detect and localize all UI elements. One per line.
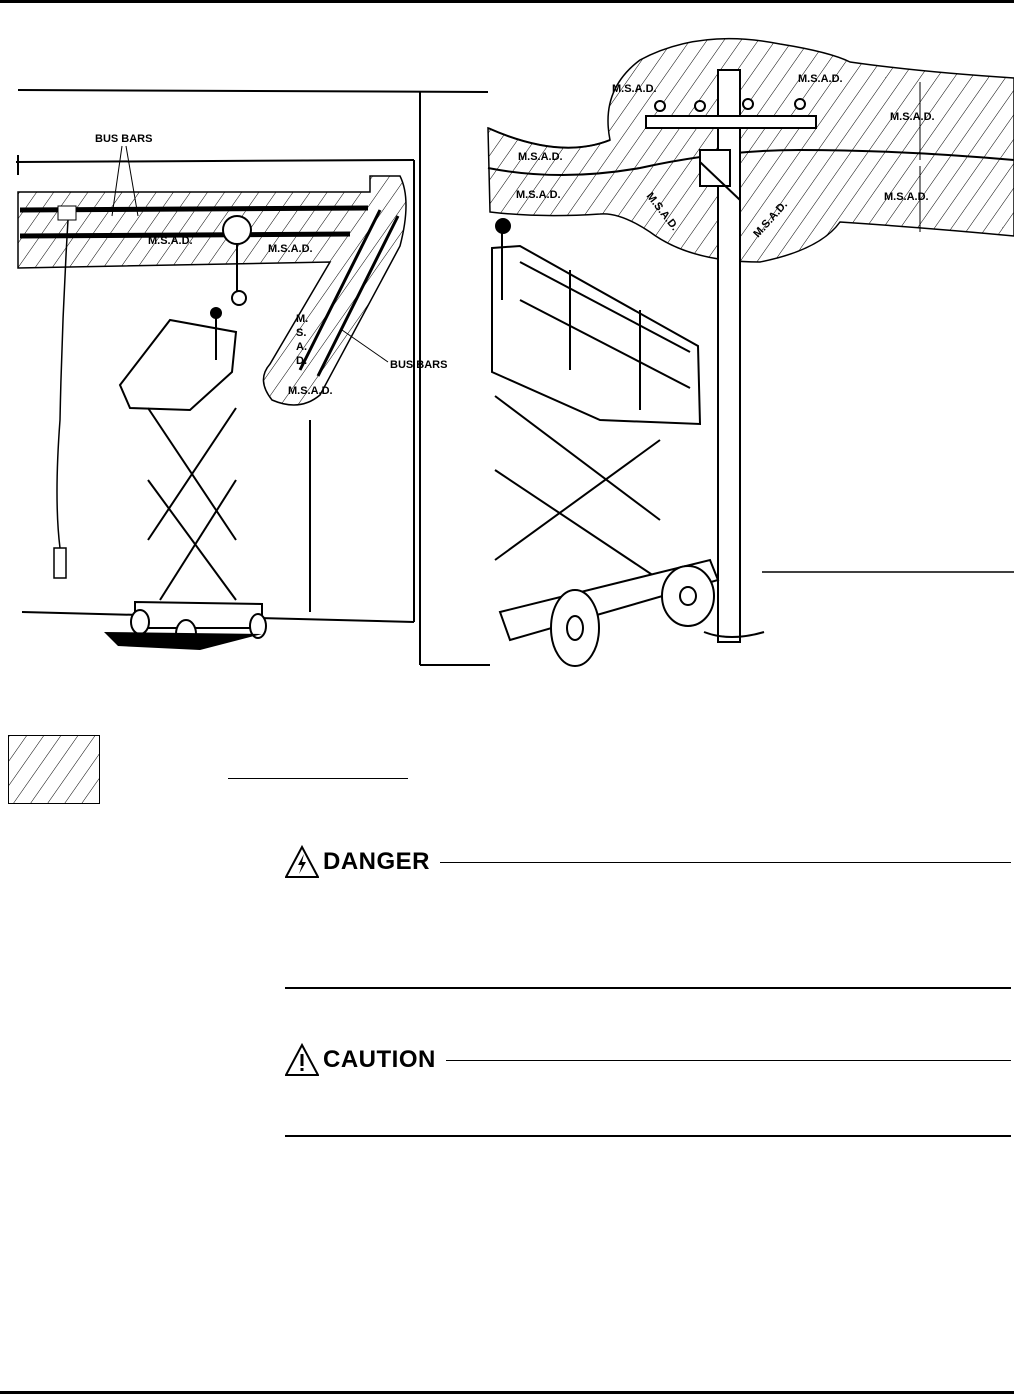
msad-label-2: M.S.A.D. [268,243,313,255]
msad-label-5: M.S.A.D. [516,189,561,201]
pendant-control [54,220,68,578]
building-wall [16,90,490,665]
msad-label-9: M.S.A.D. [884,191,929,203]
msad-label-11: M.S.A.D. [751,198,791,241]
msad-label-6: M.S.A.D. [612,83,657,95]
msad-vertical-4: D. [296,355,307,367]
caution-notice [285,1040,1011,1140]
electrical-hazard-icon [285,845,319,879]
lift-shadow [104,632,262,650]
legend-definition-underline [228,778,408,779]
msad-vertical-3: A. [296,341,307,353]
exclamation-warning-icon [285,1043,319,1077]
bottom-rule [0,1391,1014,1394]
msad-label-1: M.S.A.D. [148,235,193,247]
msad-label-3: M.S.A.D. [288,385,333,397]
hatched-area-legend-swatch [8,735,100,804]
caution-label: CAUTION [323,1046,436,1073]
msad-label-7: M.S.A.D. [798,73,843,85]
bus-bars-label-right: BUS BARS [390,359,448,371]
caution-footer-rule [285,1135,1011,1137]
msad-label-10: M.S.A.D. [643,190,681,234]
scissor-lift-right [492,219,718,666]
caution-header-rule [446,1060,1011,1061]
danger-header-rule [440,862,1011,863]
danger-footer-rule [285,987,1011,989]
outdoor-hazard-zone [488,39,1014,262]
msad-label-8: M.S.A.D. [890,111,935,123]
msad-vertical-2: S. [296,327,307,339]
msad-vertical-1: M. [296,313,309,325]
danger-notice [285,842,1011,992]
msad-label-4: M.S.A.D. [518,151,563,163]
scissor-lift-left [120,308,266,648]
danger-label: DANGER [323,848,431,875]
bus-bars-label-top: BUS BARS [95,133,153,145]
